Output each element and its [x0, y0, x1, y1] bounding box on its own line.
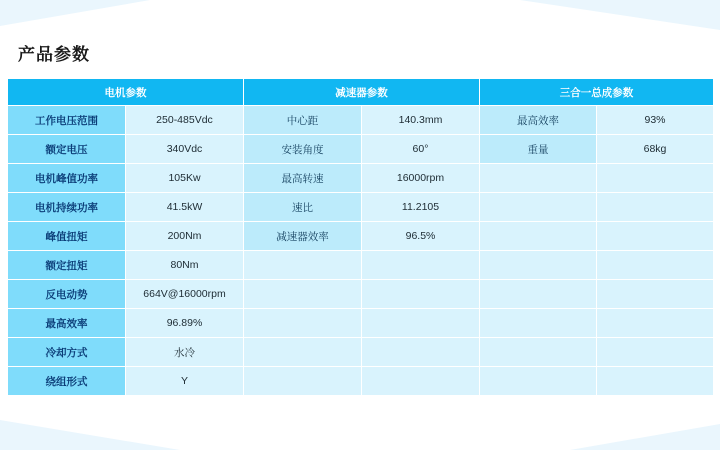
- cell-gear-label: 安装角度: [244, 135, 362, 164]
- cell-motor-label: 额定电压: [8, 135, 126, 164]
- cell-gear-value: [362, 338, 480, 367]
- cell-motor-value: Y: [126, 367, 244, 396]
- cell-motor-value: 96.89%: [126, 309, 244, 338]
- cell-combo-label: [480, 367, 597, 396]
- table-row: [8, 251, 714, 280]
- cell-combo-value: [597, 309, 714, 338]
- cell-gear-value: 96.5%: [362, 222, 480, 251]
- cell-gear-value: [362, 251, 480, 280]
- decorative-corner-bottom-left: [0, 420, 180, 450]
- decorative-corner-top-right: [520, 0, 720, 30]
- cell-motor-value: 105Kw: [126, 164, 244, 193]
- cell-motor-label: 反电动势: [8, 280, 126, 309]
- cell-motor-value: 664V@16000rpm: [126, 280, 244, 309]
- cell-gear-label: [244, 251, 362, 280]
- decorative-corner-bottom-right: [570, 424, 720, 450]
- cell-combo-value: [597, 164, 714, 193]
- cell-combo-value: [597, 222, 714, 251]
- table-row: [8, 164, 714, 193]
- cell-combo-value: 68kg: [597, 135, 714, 164]
- cell-gear-label: [244, 280, 362, 309]
- cell-combo-value: [597, 193, 714, 222]
- cell-combo-label: 重量: [480, 135, 597, 164]
- cell-combo-label: [480, 338, 597, 367]
- table-row: [8, 135, 714, 164]
- spec-table-wrapper: [7, 78, 713, 396]
- spec-table: [7, 78, 714, 396]
- cell-combo-label: [480, 251, 597, 280]
- cell-gear-label: 速比: [244, 193, 362, 222]
- cell-gear-label: 中心距: [244, 106, 362, 135]
- table-row: [8, 193, 714, 222]
- table-group-header-row: [8, 79, 714, 106]
- decorative-corner-top-left: [0, 0, 150, 26]
- cell-motor-value: 200Nm: [126, 222, 244, 251]
- table-row: [8, 106, 714, 135]
- cell-gear-value: [362, 280, 480, 309]
- cell-gear-label: [244, 367, 362, 396]
- group-header-gearbox: 减速器参数: [244, 79, 480, 106]
- cell-motor-label: 额定扭矩: [8, 251, 126, 280]
- cell-combo-value: 93%: [597, 106, 714, 135]
- cell-gear-label: [244, 338, 362, 367]
- table-row: [8, 309, 714, 338]
- cell-combo-value: [597, 280, 714, 309]
- cell-gear-label: 最高转速: [244, 164, 362, 193]
- cell-motor-label: 工作电压范围: [8, 106, 126, 135]
- cell-combo-label: [480, 280, 597, 309]
- cell-gear-value: 140.3mm: [362, 106, 480, 135]
- cell-motor-value: 250-485Vdc: [126, 106, 244, 135]
- cell-gear-value: 11.2105: [362, 193, 480, 222]
- cell-motor-label: 电机峰值功率: [8, 164, 126, 193]
- cell-combo-value: [597, 367, 714, 396]
- cell-gear-value: [362, 309, 480, 338]
- cell-motor-label: 电机持续功率: [8, 193, 126, 222]
- cell-motor-value: 80Nm: [126, 251, 244, 280]
- cell-combo-label: [480, 309, 597, 338]
- cell-gear-label: [244, 309, 362, 338]
- cell-combo-label: [480, 222, 597, 251]
- cell-motor-label: 峰值扭矩: [8, 222, 126, 251]
- cell-gear-value: 16000rpm: [362, 164, 480, 193]
- cell-combo-label: [480, 193, 597, 222]
- cell-motor-value: 水冷: [126, 338, 244, 367]
- cell-combo-value: [597, 338, 714, 367]
- group-header-assembly: 三合一总成参数: [480, 79, 714, 106]
- cell-gear-label: 减速器效率: [244, 222, 362, 251]
- table-row: [8, 222, 714, 251]
- group-header-motor: 电机参数: [8, 79, 244, 106]
- table-row: [8, 338, 714, 367]
- table-row: [8, 367, 714, 396]
- table-row: [8, 280, 714, 309]
- cell-motor-value: 340Vdc: [126, 135, 244, 164]
- cell-motor-label: 冷却方式: [8, 338, 126, 367]
- cell-combo-label: [480, 164, 597, 193]
- cell-gear-value: [362, 367, 480, 396]
- cell-motor-label: 最高效率: [8, 309, 126, 338]
- cell-gear-value: 60°: [362, 135, 480, 164]
- cell-motor-label: 绕组形式: [8, 367, 126, 396]
- cell-combo-label: 最高效率: [480, 106, 597, 135]
- cell-combo-value: [597, 251, 714, 280]
- cell-motor-value: 41.5kW: [126, 193, 244, 222]
- page-title: 产品参数: [18, 45, 90, 64]
